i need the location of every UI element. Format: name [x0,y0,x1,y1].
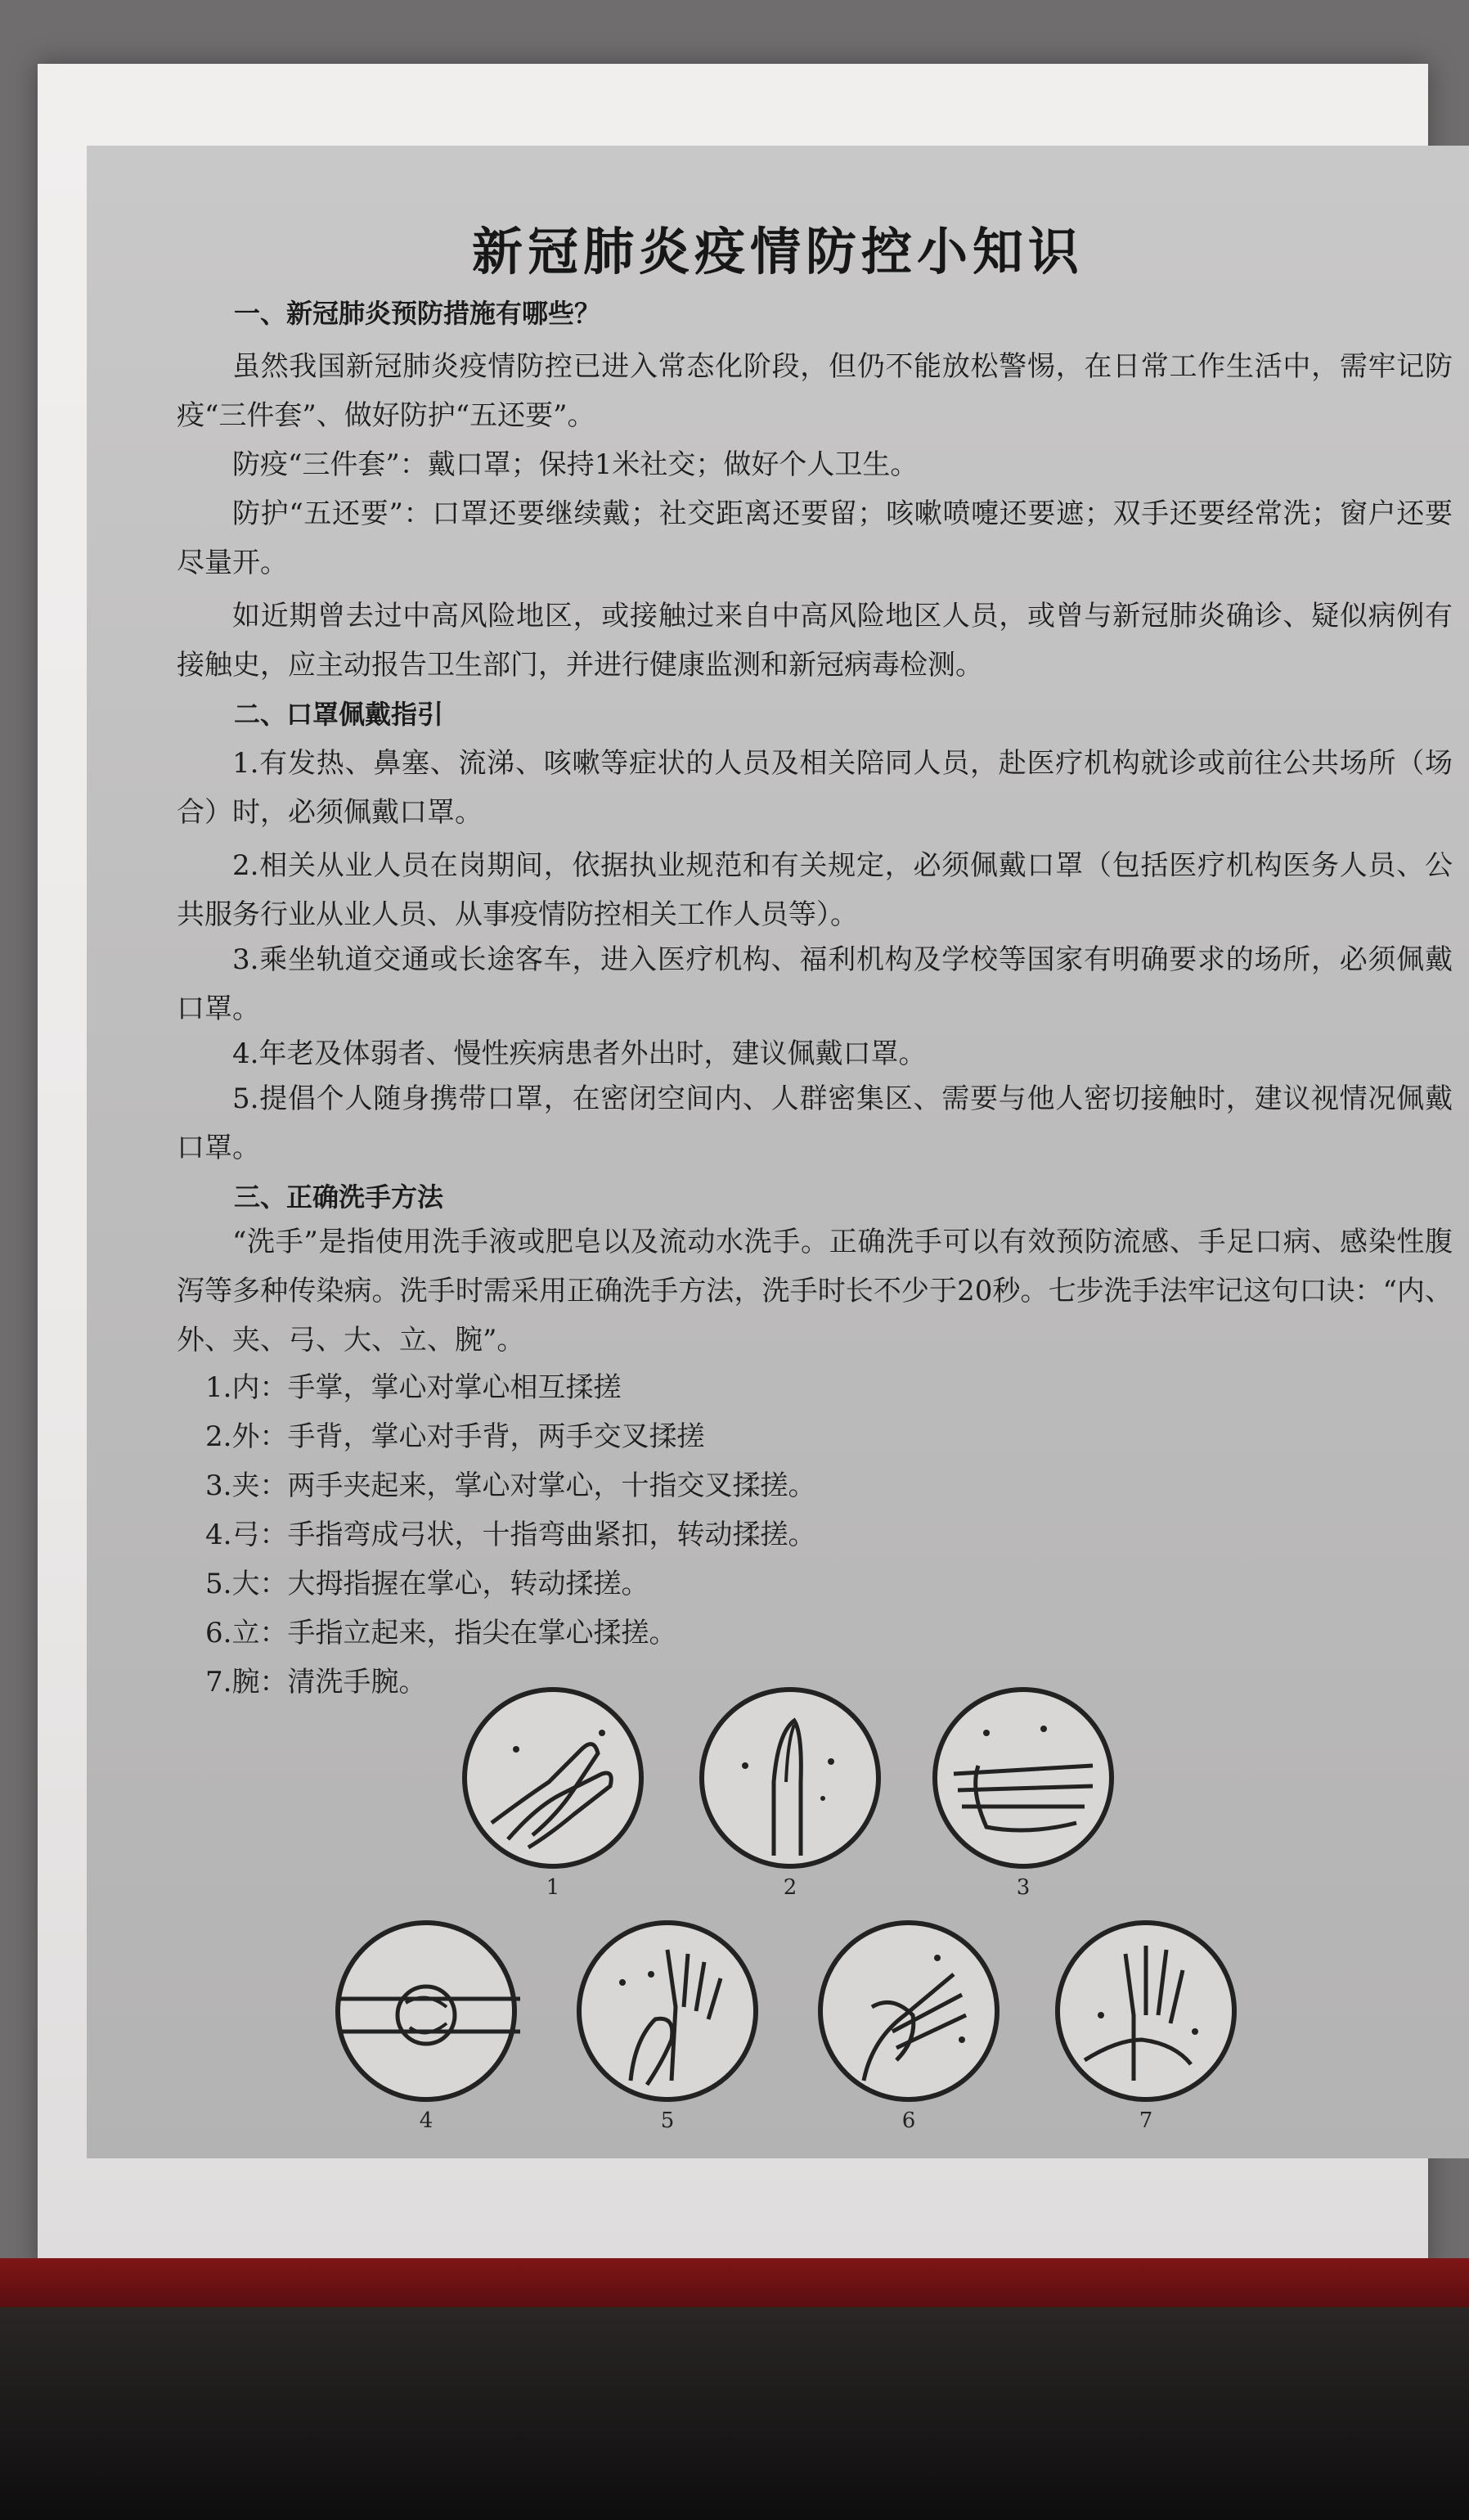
hand-illustration-icon [573,1917,761,2105]
step-item: 6.立：手指立起来，指尖在掌心揉搓。 [205,1617,677,1649]
section-heading-prevention: 一、新冠肺炎预防措施有哪些？ [234,298,601,329]
print-area [87,146,1469,2158]
step-item: 2.外：手背，掌心对手背，两手交叉揉搓 [205,1420,705,1453]
figure-number: 1 [546,1875,560,1900]
step-item: 5.大：大拇指握在掌心，转动揉搓。 [205,1568,649,1600]
figure-number: 2 [783,1875,797,1900]
handwash-figure-7 [1052,1917,1240,2133]
hand-illustration-icon [696,1684,884,1872]
paragraph: 4.年老及体弱者、慢性疾病患者外出时，建议佩戴口罩。 [232,1037,927,1070]
paragraph: 5.提倡个人随身携带口罩，在密闭空间内、人群密集区、需要与他人密切接触时，建议视情况佩戴口罩。 [177,1082,1453,1164]
paragraph: 3.乘坐轨道交通或长途客车，进入医疗机构、福利机构及学校等国家有明确要求的场所，必须佩戴口罩。 [177,943,1453,1025]
step-item: 4.弓：手指弯成弓状，十指弯曲紧扣，转动揉搓。 [205,1519,816,1551]
handwash-figure-3 [929,1684,1117,1900]
section-heading-handwashing: 三、正确洗手方法 [234,1181,444,1213]
paragraph: 防疫“三件套”：戴口罩；保持1米社交；做好个人卫生。 [232,448,919,481]
figure-number: 3 [1016,1875,1031,1900]
hand-illustration-icon [459,1684,647,1872]
handwash-figure-6 [815,1917,1003,2133]
hand-illustration-icon [1052,1917,1240,2105]
figure-number: 5 [660,2108,675,2133]
paper-sheet [38,64,1453,2273]
hand-illustration-icon [929,1684,1117,1872]
paragraph: “洗手”是指使用洗手液或肥皂以及流动水洗手。正确洗手可以有效预防流感、手足口病、感染性腹泻等多种传染病。洗手时需采用正确洗手方法，洗手时长不少于20秒。七步洗手法牢记这句口诀：“内、外、夹、弓、大、立、腕”。 [177,1226,1453,1357]
figure-number: 6 [901,2108,916,2133]
document-title: 新冠肺炎疫情防控小知识 [471,222,1084,281]
hand-illustration-icon [815,1917,1003,2105]
table-red-edge [0,2258,1469,2307]
figure-number: 4 [419,2108,434,2133]
step-item: 1.内：手掌，掌心对掌心相互揉搓 [205,1371,622,1404]
table-surface [0,2307,1469,2520]
figure-number: 7 [1139,2108,1153,2133]
paragraph: 防护“五还要”：口罩还要继续戴；社交距离还要留；咳嗽喷嚏还要遮；双手还要经常洗；窗户还要尽量开。 [177,497,1453,579]
hand-illustration-icon [332,1917,520,2105]
handwash-figure-5 [573,1917,761,2133]
paragraph: 2.相关从业人员在岗期间，依据执业规范和有关规定，必须佩戴口罩（包括医疗机构医务人员、公共服务行业从业人员、从事疫情防控相关工作人员等）。 [177,849,1453,931]
paragraph: 1.有发热、鼻塞、流涕、咳嗽等症状的人员及相关陪同人员，赴医疗机构就诊或前往公共场所（场合）时，必须佩戴口罩。 [177,747,1453,829]
section-heading-mask: 二、口罩佩戴指引 [234,699,444,730]
paragraph: 虽然我国新冠肺炎疫情防控已进入常态化阶段，但仍不能放松警惕，在日常工作生活中，需牢记防疫“三件套”、做好防护“五还要”。 [177,350,1453,432]
handwash-figure-4 [332,1917,520,2133]
handwash-figure-2 [696,1684,884,1900]
step-item: 7.腕：清洗手腕。 [205,1666,427,1699]
handwash-figure-1 [459,1684,647,1900]
step-item: 3.夹：两手夹起来，掌心对掌心，十指交叉揉搓。 [205,1469,816,1502]
paragraph: 如近期曾去过中高风险地区，或接触过来自中高风险地区人员，或曾与新冠肺炎确诊、疑似病例有接触史，应主动报告卫生部门，并进行健康监测和新冠病毒检测。 [177,600,1453,682]
